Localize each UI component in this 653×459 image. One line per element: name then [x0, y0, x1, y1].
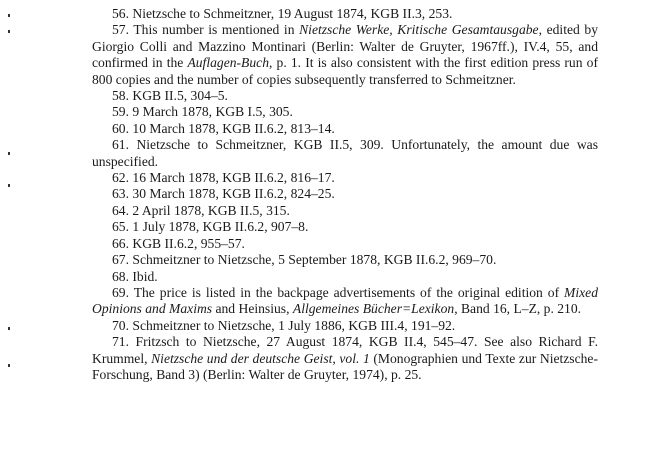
endnote — [92, 137, 598, 170]
endnote-number: 57. — [112, 22, 129, 38]
endnote-number: 62. — [112, 170, 129, 186]
margin-mark — [8, 152, 10, 155]
endnote-text: KGB II.5, 304–5. — [132, 88, 228, 104]
endnote — [92, 252, 598, 268]
endnote-text: Schmeitzner to Nietzsche, 5 September 1878, KGB II.6.2, 969–70. — [132, 252, 497, 268]
endnote-text: This number is mentioned in — [133, 22, 300, 38]
endnote-text: , Band 16, L–Z, p. 210. — [454, 301, 582, 317]
endnote — [92, 6, 598, 22]
endnote-text: 10 March 1878, KGB II.6.2, 813–14. — [132, 120, 335, 136]
endnote-text: 9 March 1878, KGB I.5, 305. — [132, 104, 293, 120]
endnote-number: 58. — [112, 88, 129, 104]
endnote-text: The price is listed in the backpage advertisements of the original edition of — [133, 284, 565, 300]
endnote-text: 1 July 1878, KGB II.6.2, 907–8. — [132, 219, 309, 235]
endnote-text: Schmeitzner to Nietzsche, 1 July 1886, KGB III.4, 191–92. — [132, 317, 456, 333]
endnote — [92, 186, 598, 202]
endnote-text: 2 April 1878, KGB II.5, 315. — [132, 202, 290, 218]
endnote — [92, 219, 598, 235]
endnote-text: Nietzsche to Schmeitzner, 19 August 1874, KGB II.3, 253. — [132, 6, 453, 21]
endnote-number: 64. — [112, 202, 129, 218]
endnote-title-italic: Mixed Opinions and Maxims — [92, 284, 599, 317]
endnote — [92, 170, 598, 186]
endnote — [92, 318, 598, 334]
endnote-number: 71. — [112, 334, 129, 350]
endnote-number: 60. — [112, 120, 129, 136]
endnotes-list — [92, 6, 598, 383]
endnote-number: 69. — [112, 284, 129, 300]
margin-mark — [8, 364, 10, 367]
endnote-title-italic: Nietzsche Werke, Kritische Gesamtausgabe — [299, 22, 539, 38]
margin-mark — [8, 14, 10, 17]
endnote-text: , p. 1. It is also consistent with the first edition press run of 800 copies and the number of copies subsequently transferred to Schmeitzner. — [92, 55, 598, 87]
margin-mark — [8, 30, 10, 33]
endnote — [92, 334, 598, 383]
endnote-text: and Heinsius, — [212, 301, 293, 317]
endnote-text: KGB II.6.2, 955–57. — [132, 235, 245, 251]
endnote-text: (Monographien und Texte zur Nietzsche-Forschung, Band 3) (Berlin: Walter de Gruyter, 1974), p. 25. — [92, 350, 598, 382]
endnote — [92, 285, 598, 318]
endnote-title-italic: Allgemeines Bücher=Lexikon — [292, 301, 455, 317]
endnote-text: 30 March 1878, KGB II.6.2, 824–25. — [132, 186, 335, 202]
endnote-text: Nietzsche to Schmeitzner, KGB II.5, 309. Unfortunately, the amount due was unspecified. — [92, 137, 598, 169]
endnote-number: 61. — [112, 137, 129, 153]
endnote-text: Fritzsch to Nietzsche, 27 August 1874, KGB II.4, 545–47. See also Richard F. Krummel, — [92, 334, 598, 366]
endnote — [92, 269, 598, 285]
endnote — [92, 203, 598, 219]
endnote-text: 16 March 1878, KGB II.6.2, 816–17. — [132, 170, 335, 186]
endnote — [92, 121, 598, 137]
endnote-text: Ibid. — [132, 268, 158, 284]
margin-mark — [8, 184, 10, 187]
endnote-title-italic: Nietzsche und der deutsche Geist, vol. 1 — [151, 350, 370, 366]
margin-mark — [8, 327, 10, 330]
endnote-number: 63. — [112, 186, 129, 202]
endnote-number: 59. — [112, 104, 129, 120]
endnote-number: 67. — [112, 252, 129, 268]
endnote-number: 56. — [112, 6, 129, 21]
endnote — [92, 22, 598, 88]
endnote-title-italic: Auflagen-Buch — [187, 55, 269, 71]
endnote-text: , edited by Giorgio Colli and Mazzino Montinari (Berlin: Walter de Gruyter, 1967ff.), IV.4, 55, and confirmed in the — [92, 22, 598, 71]
endnote-number: 65. — [112, 219, 129, 235]
endnote-number: 66. — [112, 235, 129, 251]
endnote — [92, 236, 598, 252]
endnote — [92, 88, 598, 104]
endnote-number: 68. — [112, 268, 129, 284]
endnote — [92, 104, 598, 120]
endnote-number: 70. — [112, 317, 129, 333]
